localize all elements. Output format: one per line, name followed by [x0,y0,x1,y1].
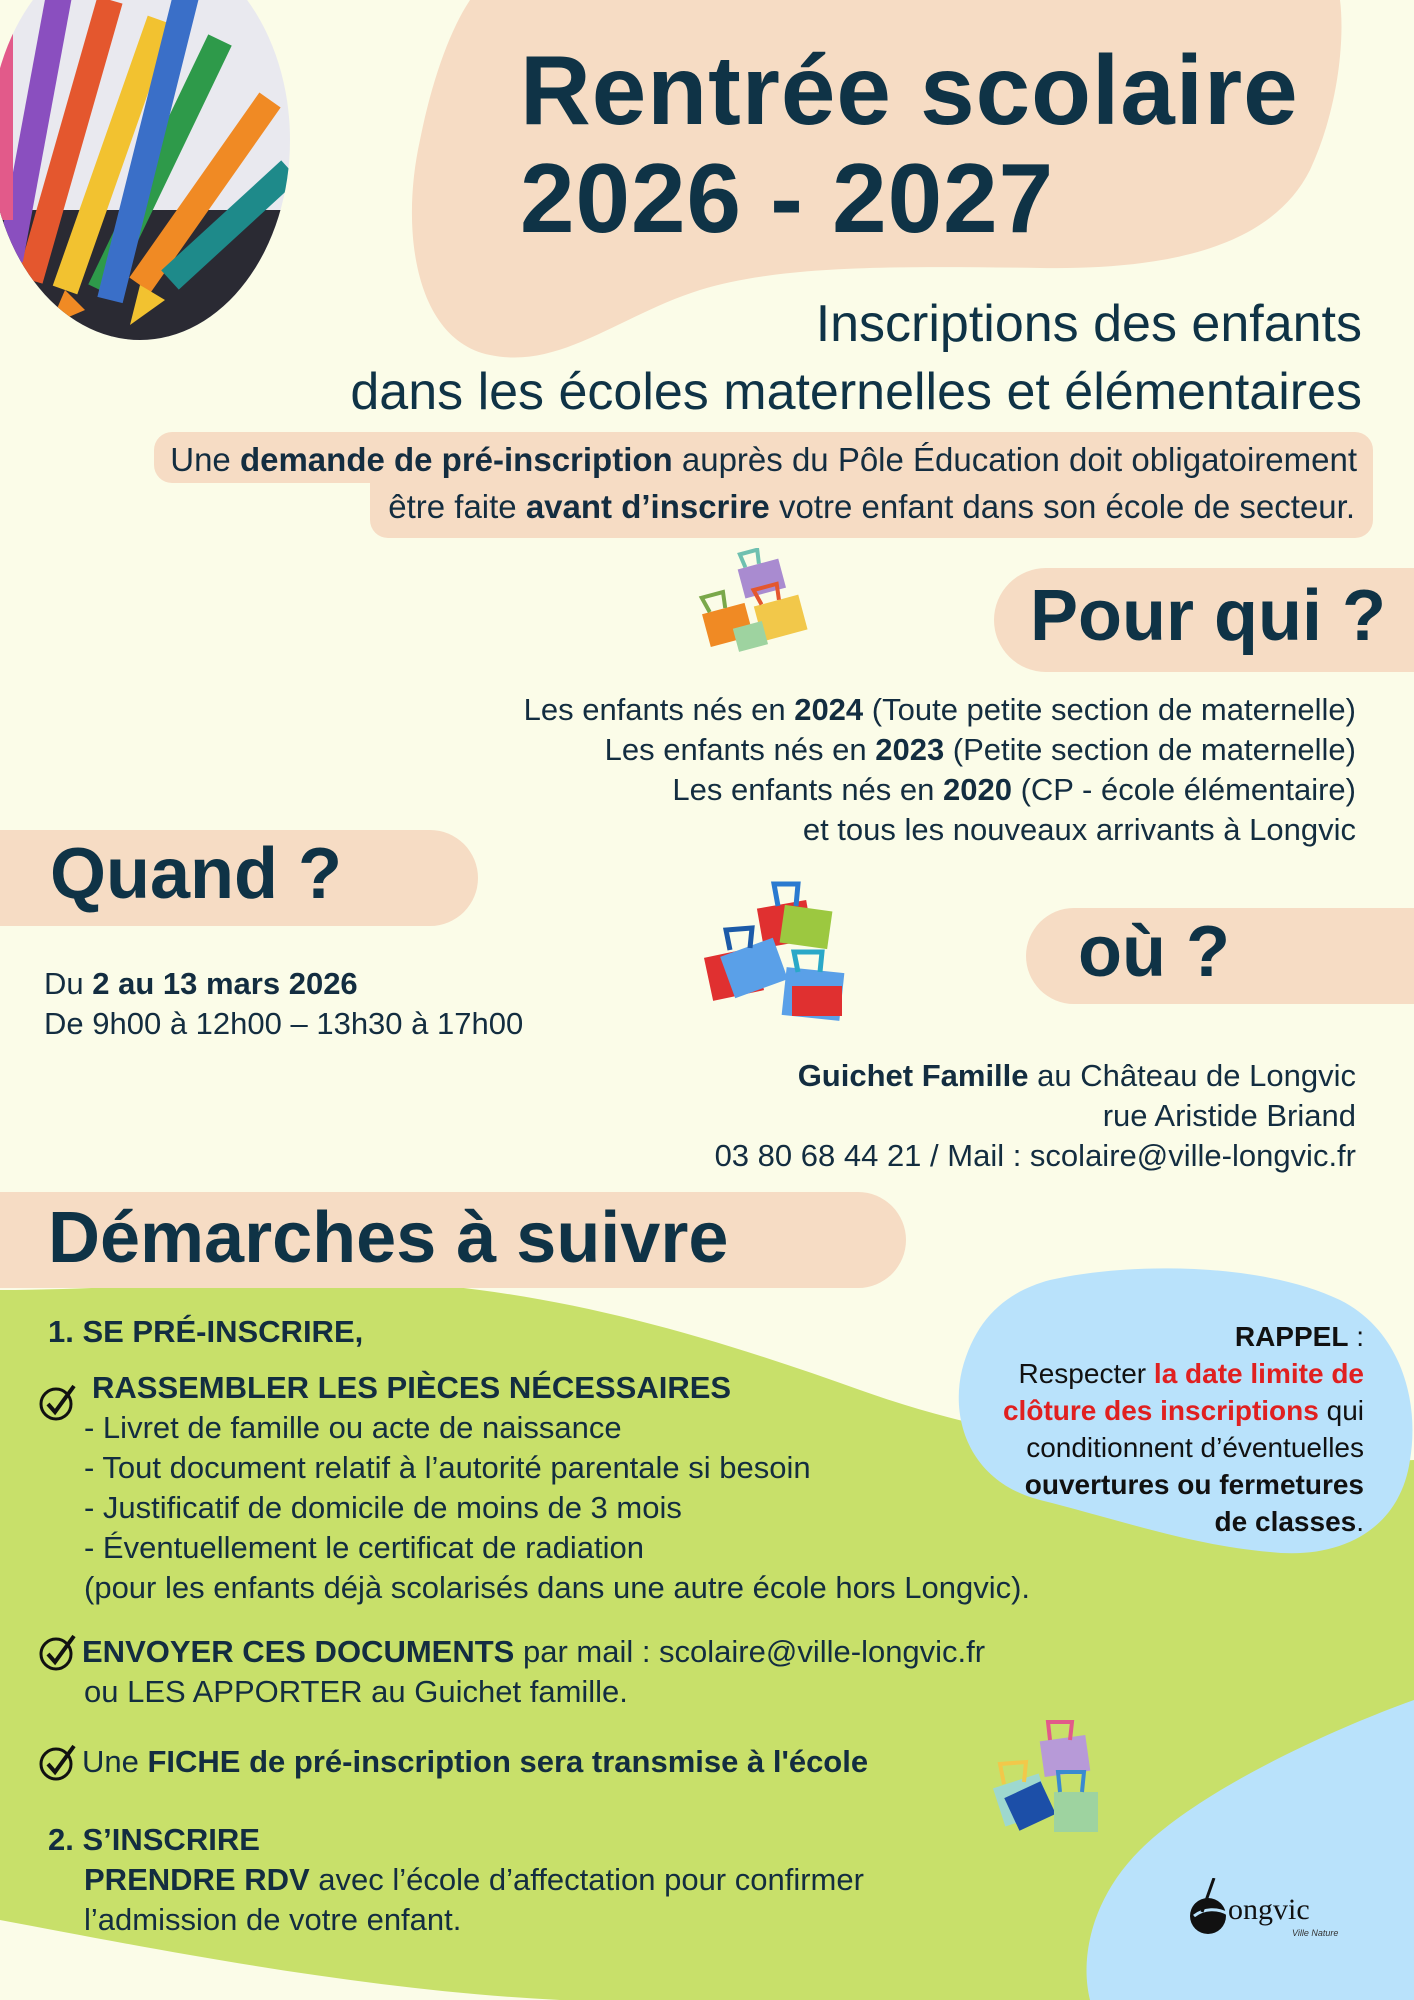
pour-qui-heading: Pour qui ? [1030,576,1386,656]
subtitle-line-2: dans les écoles maternelles et élémentaires [350,363,1362,421]
rappel-title-row [960,1318,1364,1355]
send-row [38,1632,985,1672]
subtitle-line-1: Inscriptions des enfants [815,295,1362,353]
row-text: (CP - école élémentaire) [1011,772,1356,807]
subtitle [350,290,1362,426]
quand-heading: Quand ? [50,834,342,914]
colored-pencils-image [0,0,300,340]
step-2-title: 2. S’INSCRIRE [48,1822,260,1857]
row-text: Les enfants nés en [604,732,876,767]
document-item: - Livret de famille ou acte de naissance [84,1410,622,1445]
row-text: (Toute petite section de maternelle) [863,692,1356,727]
document-item: (pour les enfants déjà scolarisés dans une autre école hors Longvic). [84,1570,1031,1605]
demarches-heading: Démarches à suivre [48,1198,729,1278]
rappel-title: RAPPEL [1234,1321,1349,1352]
main-title [520,36,1299,252]
rappel-line-1 [960,1355,1364,1392]
binder-clips-icon [700,874,860,1028]
place-bold: Guichet Famille [797,1058,1029,1093]
ou-contact: 03 80 68 44 21 / Mail : scolaire@ville-longvic.fr [714,1138,1356,1173]
ou-heading: où ? [1078,912,1230,992]
notice-line-1 [154,432,1373,483]
rappel-bold: ouvertures ou fermetures [1024,1469,1364,1500]
check-icon [38,1632,78,1672]
rappel-text: . [1356,1506,1364,1537]
rappel-text: Respecter [1018,1358,1154,1389]
document-item: - Tout document relatif à l’autorité parentale si besoin [84,1450,811,1485]
rappel-line-3: conditionnent d’éventuelles [1026,1432,1364,1463]
quand-hours: De 9h00 à 12h00 – 13h30 à 17h00 [44,1006,524,1041]
notice-bold: avant d’inscrire [525,488,770,525]
rappel-bold: de classes [1214,1506,1357,1537]
logo-text: ongvic [1228,1893,1310,1926]
send-text: par mail : scolaire@ville-longvic.fr [514,1634,986,1669]
send-line-2: ou LES APPORTER au Guichet famille. [84,1674,628,1709]
document-item: - Justificatif de domicile de moins de 3 mois [84,1490,682,1525]
ou-place [456,1056,1356,1096]
rdv-text: avec l’école d’affectation pour confirmer [309,1862,864,1897]
rappel-red-text: clôture des inscriptions [1002,1395,1319,1426]
binder-clips-icon [990,1718,1120,1846]
notice-text: Une [170,441,240,478]
rappel-text: qui [1318,1395,1364,1426]
rappel-line-2 [960,1392,1364,1429]
row-text: Les enfants nés en [672,772,944,807]
title-line-2: 2026 - 2027 [520,143,1055,253]
binder-clips-icon [692,548,820,666]
notice-line-2 [370,483,1373,538]
pour-qui-row-2024 [356,690,1356,730]
row-year: 2023 [875,732,945,767]
pour-qui-row-2023 [356,730,1356,770]
step-2-block [48,1820,864,1940]
quand-details [44,964,523,1044]
row-text: Les enfants nés en [523,692,795,727]
dates-bold: 2 au 13 mars 2026 [92,966,358,1001]
row-year: 2020 [943,772,1012,807]
check-icon [38,1742,78,1782]
fiche-bold: FICHE de pré-inscription sera transmise à l'école [147,1744,869,1779]
ou-details [456,1056,1356,1176]
send-bold: ENVOYER CES DOCUMENTS [82,1634,515,1669]
row-year: 2024 [794,692,864,727]
gather-title: RASSEMBLER LES PIÈCES NÉCESSAIRES [92,1370,732,1405]
row-text: (Petite section de maternelle) [944,732,1356,767]
quand-dates [44,964,523,1004]
fiche-row [38,1742,868,1782]
rappel-red-text: la date limite de [1153,1358,1364,1389]
rappel-line-4 [960,1466,1364,1503]
notice-text: votre enfant dans son école de secteur. [769,488,1355,525]
rappel-line-5 [960,1503,1364,1540]
rdv-line-2: l’admission de votre enfant. [84,1902,462,1937]
document-item: - Éventuellement le certificat de radiation [84,1530,645,1565]
notice-bold: demande de pré-inscription [239,441,673,478]
notice-text: être faite [388,488,526,525]
notice-text: auprès du Pôle Éducation doit obligatoirement [672,441,1357,478]
title-line-1: Rentrée scolaire [520,35,1299,145]
pre-registration-notice [38,432,1373,538]
rappel-box [960,1318,1364,1540]
ou-street: rue Aristide Briand [1102,1098,1356,1133]
rdv-bold: PRENDRE RDV [84,1862,310,1897]
step-1-title: 1. SE PRÉ-INSCRIRE, [48,1314,364,1349]
place-text: au Château de Longvic [1028,1058,1356,1093]
fiche-text: Une [82,1744,148,1779]
gather-title-row [38,1368,1030,1408]
dates-text: Du [44,966,93,1001]
check-icon [38,1382,78,1422]
send-documents-block [38,1632,985,1712]
documents-list [84,1408,1030,1608]
pour-qui-row-2020 [356,770,1356,810]
pour-qui-row-newcomers: et tous les nouveaux arrivants à Longvic [802,812,1356,847]
pour-qui-list [356,690,1356,850]
gather-documents-block [38,1368,1030,1608]
rappel-colon: : [1348,1321,1364,1352]
longvic-logo [1184,1878,1344,1938]
rdv-row [84,1860,864,1900]
logo-tagline: Ville Nature [1292,1928,1339,1938]
